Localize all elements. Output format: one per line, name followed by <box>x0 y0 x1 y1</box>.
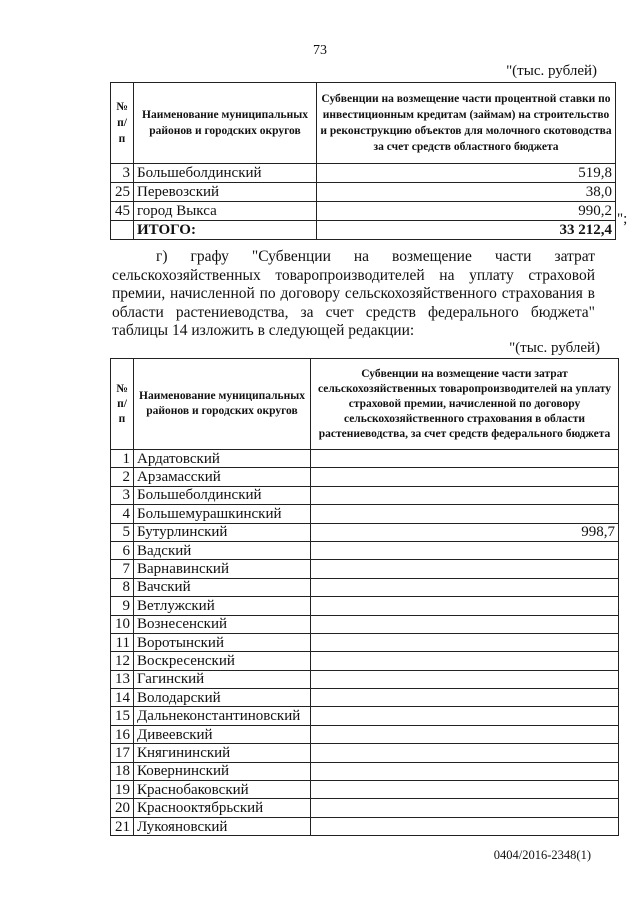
table2-header-name: Наименование муниципальных районов и городских округов <box>134 359 311 450</box>
table2-row <box>111 450 619 468</box>
table1-closing-quote: "; <box>617 211 628 227</box>
table2-cell-value <box>311 541 619 559</box>
table2-cell-name: Княгининский <box>134 744 311 762</box>
table2-cell-value <box>311 505 619 523</box>
table2-cell-value <box>311 817 619 835</box>
table2-cell-value <box>311 652 619 670</box>
page-number: 73 <box>313 43 327 58</box>
table2-row <box>111 817 619 835</box>
table2-row <box>111 670 619 688</box>
table2 <box>110 358 619 836</box>
table2-cell-num: 18 <box>111 762 134 780</box>
table1-cell-value: 38,0 <box>317 183 616 202</box>
paragraph-text: "Субвенции на возмещение части затрат сельскохозяйственных товаропроизводителей на уплату страховой премии, начисленной по договору сельскохозяйственного страхования в области растениеводства, за счет средств федерального бюджета" таблицы 14 изложить в следующей редакции: <box>112 248 596 340</box>
table2-cell-value <box>311 781 619 799</box>
table2-cell-value <box>311 799 619 817</box>
table2-row <box>111 781 619 799</box>
table2-cell-name: Лукояновский <box>134 817 311 835</box>
table2-cell-value <box>311 725 619 743</box>
table2-cell-num: 8 <box>111 578 134 596</box>
table2-cell-num: 11 <box>111 633 134 651</box>
table1-header-name: Наименование муниципальных районов и городских округов <box>134 83 317 164</box>
table2-row <box>111 578 619 596</box>
table2-cell-num: 6 <box>111 541 134 559</box>
table2-cell-num: 5 <box>111 523 134 541</box>
table2-cell-name: Большемурашкинский <box>134 505 311 523</box>
table2-cell-value <box>311 468 619 486</box>
table2-cell-name: Варнавинский <box>134 560 311 578</box>
table2-cell-num: 7 <box>111 560 134 578</box>
table1-cell-value: 990,2 <box>317 202 616 221</box>
table2-cell-name: Воротынский <box>134 633 311 651</box>
table1-cell-num: 25 <box>111 183 134 202</box>
table2-cell-value <box>311 486 619 504</box>
table2-cell-num: 21 <box>111 817 134 835</box>
table1-cell-num: 45 <box>111 202 134 221</box>
table2-cell-num: 12 <box>111 652 134 670</box>
table1-cell-name: Перевозский <box>134 183 317 202</box>
table2-row <box>111 523 619 541</box>
table1-total-value: 33 212,4 <box>317 221 616 240</box>
table1-cell-name: город Выкса <box>134 202 317 221</box>
table1-cell-name: Большеболдинский <box>134 164 317 183</box>
table2-cell-value <box>311 707 619 725</box>
table2-cell-value <box>311 762 619 780</box>
table2-body <box>111 450 619 836</box>
table2-row <box>111 541 619 559</box>
table2-cell-num: 3 <box>111 486 134 504</box>
table1-total-row <box>111 221 616 240</box>
amendment-paragraph <box>112 248 595 341</box>
table2-cell-name: Дивеевский <box>134 725 311 743</box>
table1-header-num: № п/п <box>111 83 134 164</box>
paragraph-prefix: г) графу <box>156 248 229 265</box>
table2-cell-name: Ковернинский <box>134 762 311 780</box>
table2-cell-name: Вачский <box>134 578 311 596</box>
table2-cell-num: 2 <box>111 468 134 486</box>
table1-body <box>111 164 616 221</box>
table2-unit-label: "(тыс. рублей) <box>509 340 600 356</box>
table2-cell-value <box>311 689 619 707</box>
table2-row <box>111 505 619 523</box>
table2-cell-num: 4 <box>111 505 134 523</box>
table2-row <box>111 725 619 743</box>
table1-header-row <box>111 83 616 164</box>
table2-cell-value: 998,7 <box>311 523 619 541</box>
table2-row <box>111 486 619 504</box>
table2-cell-name: Ветлужский <box>134 597 311 615</box>
table2-cell-value <box>311 670 619 688</box>
table2-cell-value <box>311 578 619 596</box>
table2-cell-name: Воскресенский <box>134 652 311 670</box>
table2-row <box>111 560 619 578</box>
table1-row <box>111 164 616 183</box>
table1-cell-num: 3 <box>111 164 134 183</box>
table2-cell-num: 14 <box>111 689 134 707</box>
table2-cell-name: Арзамасский <box>134 468 311 486</box>
table2-cell-value <box>311 633 619 651</box>
table1-row <box>111 202 616 221</box>
table2-row <box>111 597 619 615</box>
table2-cell-num: 20 <box>111 799 134 817</box>
table2-header-value: Субвенции на возмещение части затрат сельскохозяйственных товаропроизводителей на уплату страховой премии, начисленной по договору сельскохозяйственного страхования в области растениеводства, за счет средств федерального бюджета <box>311 359 619 450</box>
table2-cell-name: Большеболдинский <box>134 486 311 504</box>
table1-unit-label: "(тыс. рублей) <box>506 63 597 79</box>
table2-cell-value <box>311 597 619 615</box>
table2-cell-name: Вознесенский <box>134 615 311 633</box>
table1-header-value: Субвенции на возмещение части процентной ставки по инвестиционным кредитам (займам) на строительство и реконструкцию объектов для молочного скотоводства за счет средств областного бюджета <box>317 83 616 164</box>
table2-header-num: № п/п <box>111 359 134 450</box>
table2-cell-num: 16 <box>111 725 134 743</box>
table2-cell-name: Гагинский <box>134 670 311 688</box>
table2-cell-value <box>311 615 619 633</box>
table2-cell-num: 9 <box>111 597 134 615</box>
table2-cell-name: Вадский <box>134 541 311 559</box>
table1 <box>110 82 616 240</box>
table2-row <box>111 615 619 633</box>
table2-cell-value <box>311 560 619 578</box>
table2-cell-name: Дальнеконстантиновский <box>134 707 311 725</box>
table2-cell-name: Ардатовский <box>134 450 311 468</box>
table2-cell-num: 10 <box>111 615 134 633</box>
table2-cell-name: Бутурлинский <box>134 523 311 541</box>
table2-cell-num: 13 <box>111 670 134 688</box>
table2-header-row <box>111 359 619 450</box>
table2-row <box>111 633 619 651</box>
table2-cell-num: 19 <box>111 781 134 799</box>
table2-cell-name: Краснооктябрьский <box>134 799 311 817</box>
table1-total-empty-cell <box>111 221 134 240</box>
table1-row <box>111 183 616 202</box>
table1-cell-value: 519,8 <box>317 164 616 183</box>
table2-row <box>111 689 619 707</box>
table2-row <box>111 762 619 780</box>
document-code: 0404/2016-2348(1) <box>493 848 591 862</box>
table2-row <box>111 652 619 670</box>
table2-row <box>111 707 619 725</box>
table2-cell-num: 15 <box>111 707 134 725</box>
table2-cell-name: Краснобаковский <box>134 781 311 799</box>
table2-cell-num: 1 <box>111 450 134 468</box>
table1-total-label: ИТОГО: <box>134 221 317 240</box>
table2-cell-name: Володарский <box>134 689 311 707</box>
table2-cell-value <box>311 450 619 468</box>
table2-row <box>111 744 619 762</box>
table2-cell-value <box>311 744 619 762</box>
table2-row <box>111 799 619 817</box>
table2-cell-num: 17 <box>111 744 134 762</box>
table2-row <box>111 468 619 486</box>
